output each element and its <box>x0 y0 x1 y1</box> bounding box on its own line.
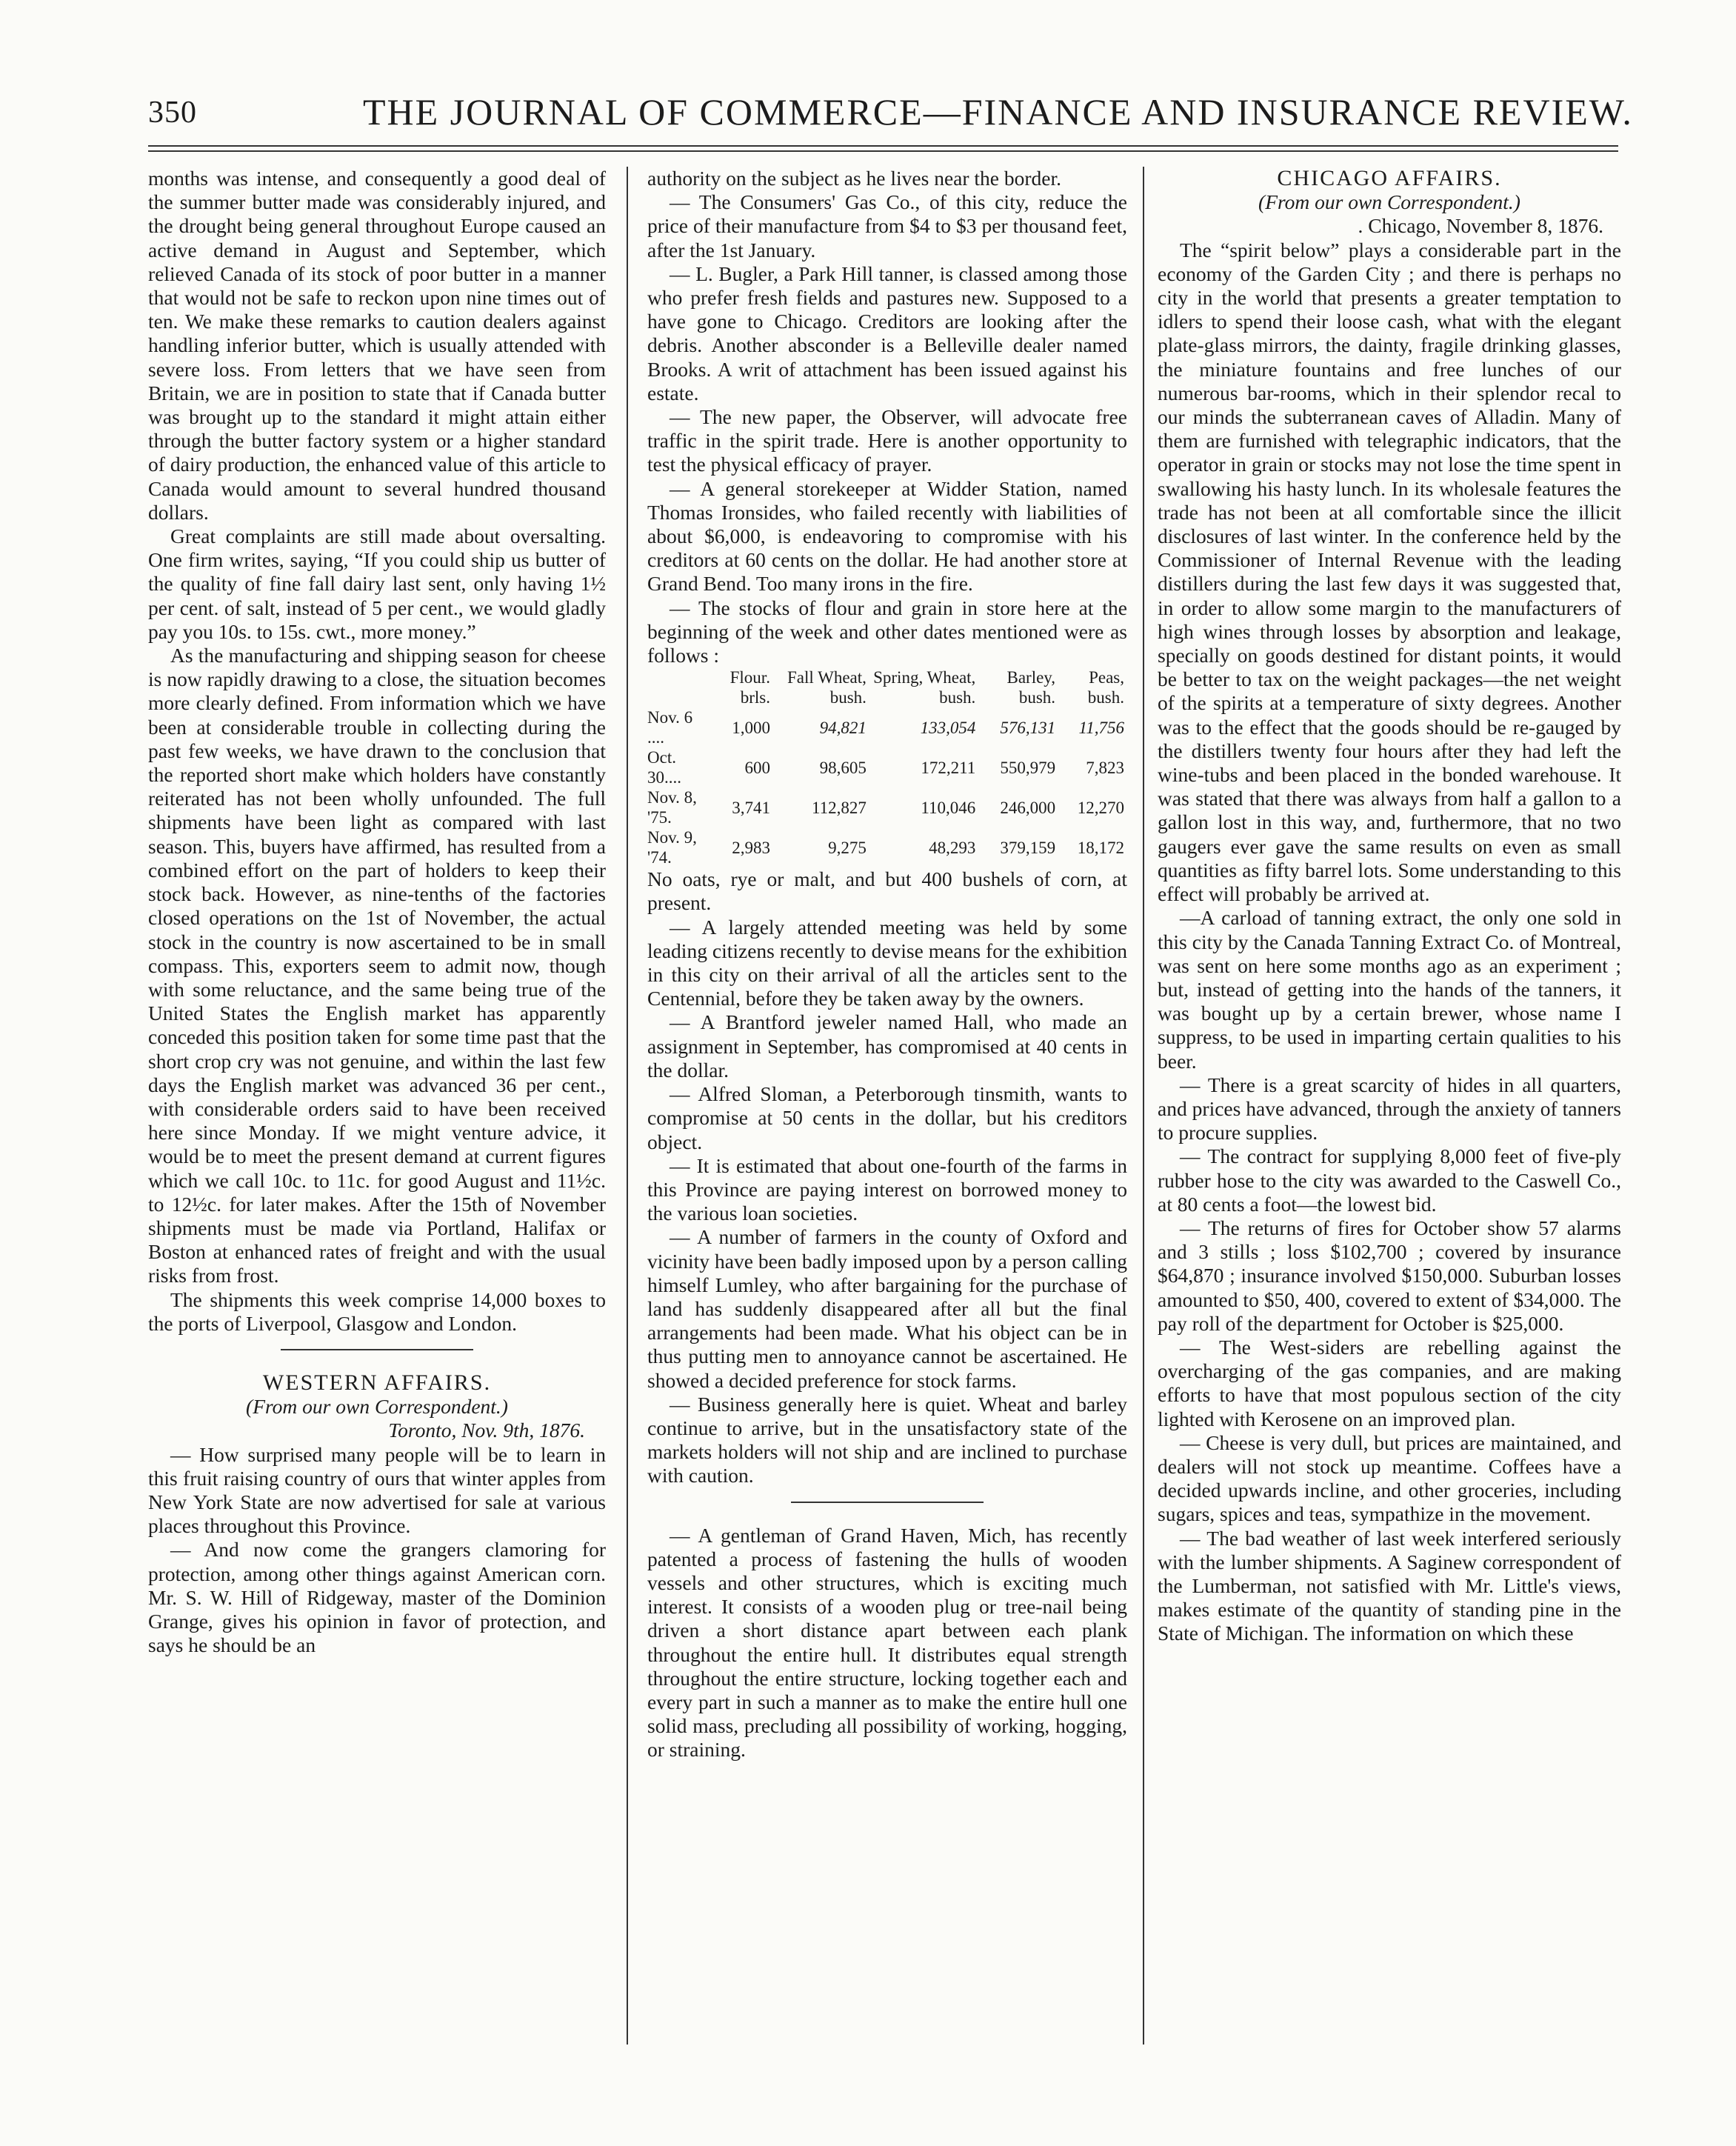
grand-haven-paragraph: — A gentleman of Grand Haven, Mich, has recently patented a process of fastening the hulls of wooden vessels and other structures, which is exciting much interest. It consists of a wooden plug or tree-nail being driven a short distance apart between each plank throughout the entire hull. It distributes equal strength throughout the entire structure, locking together each and every part in such a manner as to make the entire hull one solid mass, precluding all possibility of working, hogging, or straining. <box>647 1523 1127 1762</box>
table-cell: 3,741 <box>732 798 770 817</box>
table-cell: 48,293 <box>929 838 976 857</box>
grain-stocks-table <box>647 667 1127 867</box>
table-cell: 172,211 <box>921 758 976 777</box>
table-row <box>647 707 1127 747</box>
table-cell: 7,823 <box>1086 758 1124 777</box>
gas-co-paragraph: — The Consumers' Gas Co., of this city, reduce the price of their manufacture from $4 to $3 per thousand feet, after the 1st January. <box>647 190 1127 261</box>
table-header-row <box>647 667 1127 707</box>
shipments-paragraph: The shipments this week comprise 14,000 boxes to the ports of Liverpool, Glasgow and London. <box>148 1287 606 1335</box>
table-cell: 2,983 <box>732 838 770 857</box>
table-cell: 94,821 <box>819 718 867 737</box>
cheese-paragraph: As the manufacturing and shipping season for cheese is now rapidly drawing to a close, the situation becomes more clearly defined. From information which we have been at considerable trouble in collecting during the past few weeks, we have drawn to the conclusion that the reported short make which holders have constantly reiterated has not been wholly unfounded. The full shipments have been light as compared with last season. This, buyers have affirmed, has resulted from a combined effort on the part of holders to keep their stock back. However, as nine-tenths of the factories closed operations on the 1st of November, the actual stock in the country is now ascertained to be in small compass. This, exporters seem to admit now, though with some reluctance, and the same being true of the United States the English market has apparently conceded this position taken for some time past that the short crop cry was not genuine, and within the last few days the English market was advanced 36 per cent., with considerable orders said to have been received here since Monday. If we might venture advice, it would be to meet the present demand at current figures which we call 10c. to 11c. for good August and 11½c. to 12½c. for later makes. After the 15th of November shipments must be made via Portland, Halifax or Boston at enhanced rates of freight and with the usual risks from frost. <box>148 644 606 1287</box>
table-cell: Nov. 9, '74. <box>647 828 697 867</box>
western-affairs-dateline: Toronto, Nov. 9th, 1876. <box>388 1419 585 1442</box>
table-cell: 112,827 <box>811 798 867 817</box>
table-cell: 246,000 <box>1000 798 1056 817</box>
table-header-cell: Fall Wheat, bush. <box>787 668 867 707</box>
column-2 <box>647 167 1127 1762</box>
spirit-paragraph: The “spirit below” plays a considerable part in the economy of the Garden City ; and there is perhaps no city in the world that presents a greater temptation to idlers to spend their loose cash, what with the elegant plate-glass mirrors, the dainty, fragile drinking glasses, the miniature fountains and free lunches of our numerous bar-rooms, which in their splendor recal to our minds the subterranean caves of Alladin. Many of them are furnished with telegraphic indicators, that the operator in grain or stocks may not lose the time spent in swallowing his hasty lunch. In its wholesale features the trade has not been at all comfortable since the illicit disclosures of last winter. In the conference held by the Commissioner of Internal Revenue with the leading distillers during the last few days it was suggested that, in order to allow some margin to the manufacturers of high wines through losses by absorption and leakage, specially on goods destined for distant points, it would be better to tax on the weight packages—the net weight of the spirits at a temperature of sixty degrees. Another was to the effect that the goods should be re-gauged by the distillers twenty four hours after they had left the wine-tubs and been placed in the bonded warehouse. It was stated that there was always from half a gallon to a gallon lost in this way, and, furthermore, that no two gaugers ever gave the same results on even as small quantities as fifty barrel lots. Some understanding to this effect will probably be arrived at. <box>1158 238 1621 906</box>
table-cell: 133,054 <box>920 718 976 737</box>
fires-paragraph: — The returns of fires for October show 57 alarms and 3 stills ; loss $102,700 ; covered by insurance $64,870 ; insurance involved $150,000. Suburban losses amounted to $50, 400, covered to extent of $34,000. The pay roll of the department for October is $25,000. <box>1158 1216 1621 1335</box>
section-rule <box>791 1502 984 1503</box>
brantford-paragraph: — A Brantford jeweler named Hall, who made an assignment in September, has compromised at 40 cents in the dollar. <box>647 1010 1127 1082</box>
centennial-paragraph: — A largely attended meeting was held by some leading citizens recently to devise means for the exhibition in this city on their arrival of all the articles sent to the Centennial, before they be taken away by the owners. <box>647 915 1127 1010</box>
column-1 <box>148 167 606 1657</box>
table-row <box>647 747 1127 787</box>
table-cell: Nov. 6 .... <box>647 708 693 747</box>
business-paragraph: — Business generally here is quiet. Wheat and barley continue to arrive, but in the unsatisfactory state of the markets holders will not ship and are inclined to purchase with caution. <box>647 1392 1127 1487</box>
border-paragraph: authority on the subject as he lives near the border. <box>647 167 1061 190</box>
lumley-paragraph: — A number of farmers in the county of Oxford and vicinity have been badly imposed upon by a person calling himself Lumley, who after bargaining for the purchase of land has suddenly disappeared after all but the final arrangements had been made. What his object can be in thus putting men to annoyance cannot be ascertained. He showed a decided preference for stock farms. <box>647 1225 1127 1392</box>
stocks-intro-paragraph: — The stocks of flour and grain in store here at the beginning of the week and other dates mentioned were as follows : <box>647 596 1127 667</box>
header-rule-bottom <box>148 150 1618 152</box>
observer-paragraph: — The new paper, the Observer, will advocate free traffic in the spirit trade. Here is another opportunity to test the physical efficacy of prayer. <box>647 405 1127 476</box>
grangers-paragraph: — And now come the grangers clamoring for protection, among other things against American corn. Mr. S. W. Hill of Ridgeway, master of the Dominion Grange, gives his opinion in favor of protection, and says he should be an <box>148 1538 606 1657</box>
page-number: 350 <box>148 96 197 130</box>
table-cell: 110,046 <box>921 798 976 817</box>
table-header-cell: Barley, bush. <box>1006 668 1056 707</box>
table-note: No oats, rye or malt, and but 400 bushels of corn, at present. <box>647 867 1127 915</box>
table-cell: Nov. 8, '75. <box>647 788 697 827</box>
oversalting-paragraph: Great complaints are still made about oversalting. One firm writes, saying, “If you could ship us butter of the quality of fine fall dairy last sent, only having 1½ per cent. of salt, instead of 5 per cent., we would gladly pay you 10s. to 15s. cwt., more money.” <box>148 524 606 643</box>
farms-interest-paragraph: — It is estimated that about one-fourth of the farms in this Province are paying interest on borrowed money to the various loan societies. <box>647 1153 1127 1225</box>
table-header-cell: Peas, bush. <box>1087 668 1124 707</box>
sloman-paragraph: — Alfred Sloman, a Peterborough tinsmith, wants to compromise at 50 cents in the dollar, but his creditors object. <box>647 1082 1127 1153</box>
chicago-affairs-subhead: (From our own Correspondent.) <box>1258 190 1520 214</box>
journal-title: THE JOURNAL OF COMMERCE—FINANCE AND INSURANCE REVIEW. <box>363 91 1633 133</box>
header-rule-top <box>148 145 1618 147</box>
table-row <box>647 827 1127 867</box>
table-header-cell: Spring, Wheat, bush. <box>873 668 976 707</box>
table-cell: 576,131 <box>1000 718 1056 737</box>
page-header <box>148 81 1633 141</box>
western-affairs-title: WESTERN AFFAIRS. <box>262 1370 492 1395</box>
apples-paragraph: — How surprised many people will be to learn in this fruit raising country of ours that winter apples from New York State are now advertised for sale at various places throughout this Province. <box>148 1442 606 1538</box>
column-divider-2 <box>1143 167 1144 2045</box>
ironsides-paragraph: — A general storekeeper at Widder Station, named Thomas Ironsides, who failed recently with liabilities of about $6,000, is endeavoring to compromise with his creditors at 60 cents on the dollar. He had another store at Grand Bend. Too many irons in the fire. <box>647 476 1127 596</box>
column-3 <box>1158 167 1621 1646</box>
tanning-paragraph: —A carload of tanning extract, the only one sold in this city by the Canada Tanning Extract Co. of Montreal, was sent on here some months ago as an experiment ; but, instead of getting into the hands of the tanners, it was bought up by a certain brewer, whose name I suppress, to be used in imparting certain qualities to his beer. <box>1158 906 1621 1073</box>
table-header-cell: Flour. brls. <box>730 668 770 707</box>
gas-paragraph: — The West-siders are rebelling against the overcharging of the gas companies, and are making efforts to have that most populous section of the city lighted with Kerosene on an improved plan. <box>1158 1335 1621 1430</box>
column-divider-1 <box>627 167 628 2045</box>
cheese-coffee-paragraph: — Cheese is very dull, but prices are maintained, and dealers will not stock up meantime. Coffees have a decided upwards incline, and other groceries, including sugars, spices and teas, sympathize in the movement. <box>1158 1430 1621 1526</box>
table-cell: Oct. 30.... <box>647 748 681 787</box>
section-rule <box>281 1349 473 1350</box>
butter-paragraph: months was intense, and consequently a good deal of the summer butter made was considerably injured, and the drought being general throughout Europe caused an active demand in August and September, which relieved Canada of its stock of poor butter in a manner that would not be safe to reckon upon nine times out of ten. We make these remarks to caution dealers against handling inferior butter, which is usually attended with severe loss. From letters that we have seen from Britain, we are in position to state that if Canada butter was brought up to the standard it might attain either through the butter factory system or a higher standard of dairy production, the enhanced value of this article to Canada would amount to several hundred thousand dollars. <box>148 167 606 524</box>
table-cell: 12,270 <box>1077 798 1124 817</box>
table-cell: 98,605 <box>819 758 867 777</box>
western-affairs-subhead: (From our own Correspondent.) <box>246 1395 508 1419</box>
chicago-affairs-title: CHICAGO AFFAIRS. <box>1277 166 1502 190</box>
table-row <box>647 787 1127 827</box>
table-cell: 600 <box>744 758 770 777</box>
table-cell: 550,979 <box>1000 758 1056 777</box>
bugler-paragraph: — L. Bugler, a Park Hill tanner, is classed among those who prefer fresh fields and pastures new. Supposed to a have gone to Chicago. Creditors are looking after the debris. Another absconder is a Belleville dealer named Brooks. A writ of attachment has been issued against his estate. <box>647 261 1127 404</box>
table-cell: 11,756 <box>1078 718 1124 737</box>
table-cell: 18,172 <box>1077 838 1124 857</box>
lumber-paragraph: — The bad weather of last week interfered seriously with the lumber shipments. A Saginew correspondent of the Lumberman, not satisfied with Mr. Little's views, makes estimate of the quantity of standing pine in the State of Michigan. The information on which these <box>1158 1526 1621 1645</box>
hose-paragraph: — The contract for supplying 8,000 feet of five-ply rubber hose to the city was awarded to the Caswell Co., at 80 cents a foot—the lowest bid. <box>1158 1144 1621 1216</box>
hides-paragraph: — There is a great scarcity of hides in all quarters, and prices have advanced, through the anxiety of tanners to procure supplies. <box>1158 1073 1621 1144</box>
chicago-affairs-dateline: . Chicago, November 8, 1876. <box>1358 214 1603 238</box>
table-cell: 9,275 <box>828 838 867 857</box>
table-cell: 379,159 <box>1000 838 1056 857</box>
table-header-cell <box>647 667 709 707</box>
table-cell: 1,000 <box>732 718 770 737</box>
